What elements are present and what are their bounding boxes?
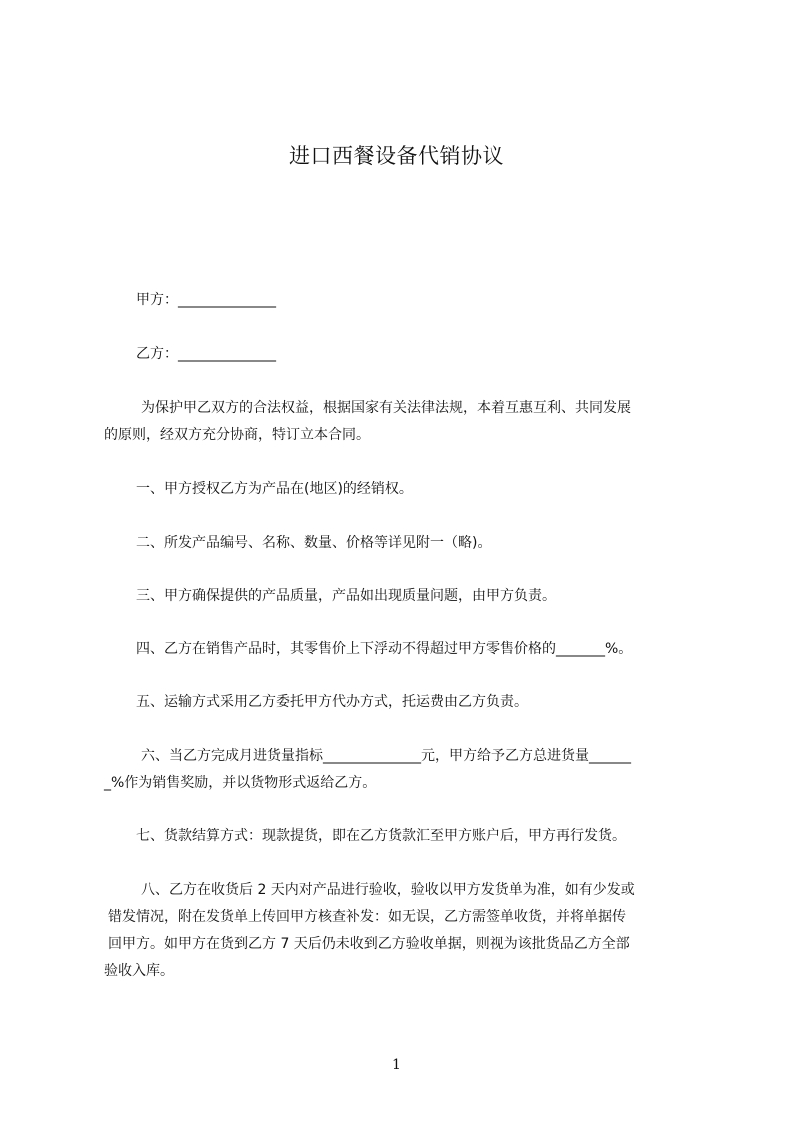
clause-8-line-2: 错发情况，附在发货单上传回甲方核查补发：如无误，乙方需签单收货，并将单据传 (108, 909, 626, 925)
clause-3: 三、甲方确保提供的产品质量，产品如出现质量问题，由甲方负责。 (136, 588, 556, 604)
clause-8-line-4: 验收入库。 (104, 963, 174, 979)
clause-5: 五、运输方式采用乙方委托甲方代办方式，托运费由乙方负责。 (136, 694, 528, 710)
party-a-line: 甲方：______________ (136, 292, 276, 308)
clause-1: 一、甲方授权乙方为产品在(地区)的经销权。 (136, 481, 413, 497)
clause-6-line-2: _%作为销售奖励，并以货物形式返给乙方。 (104, 775, 377, 791)
intro-line-2: 的原则，经双方充分协商，特订立本合同。 (104, 427, 370, 443)
page-number: 1 (392, 1057, 401, 1073)
clause-8-line-3: 回甲方。如甲方在货到乙方 7 天后仍未收到乙方验收单据，则视为该批货品乙方全部 (108, 936, 630, 952)
clause-2: 二、所发产品编号、名称、数量、价格等详见附一（略)。 (136, 535, 492, 551)
clause-6-line-1: 六、当乙方完成月进货量指标______________元，甲方给予乙方总进货量______ (141, 748, 631, 764)
clause-8-line-1: 八、乙方在收货后 2 天内对产品进行验收，验收以甲方发货单为准，如有少发或 (141, 882, 635, 898)
clause-7: 七、货款结算方式：现款提货，即在乙方货款汇至甲方账户后，甲方再行发货。 (136, 828, 626, 844)
intro-line-1: 为保护甲乙双方的合法权益，根据国家有关法律法规，本着互惠互利、共同发展 (141, 400, 631, 416)
party-b-line: 乙方：______________ (136, 346, 276, 362)
document-title: 进口西餐设备代销协议 (289, 144, 504, 168)
clause-4: 四、乙方在销售产品时，其零售价上下浮动不得超过甲方零售价格的_______%。 (136, 641, 633, 657)
